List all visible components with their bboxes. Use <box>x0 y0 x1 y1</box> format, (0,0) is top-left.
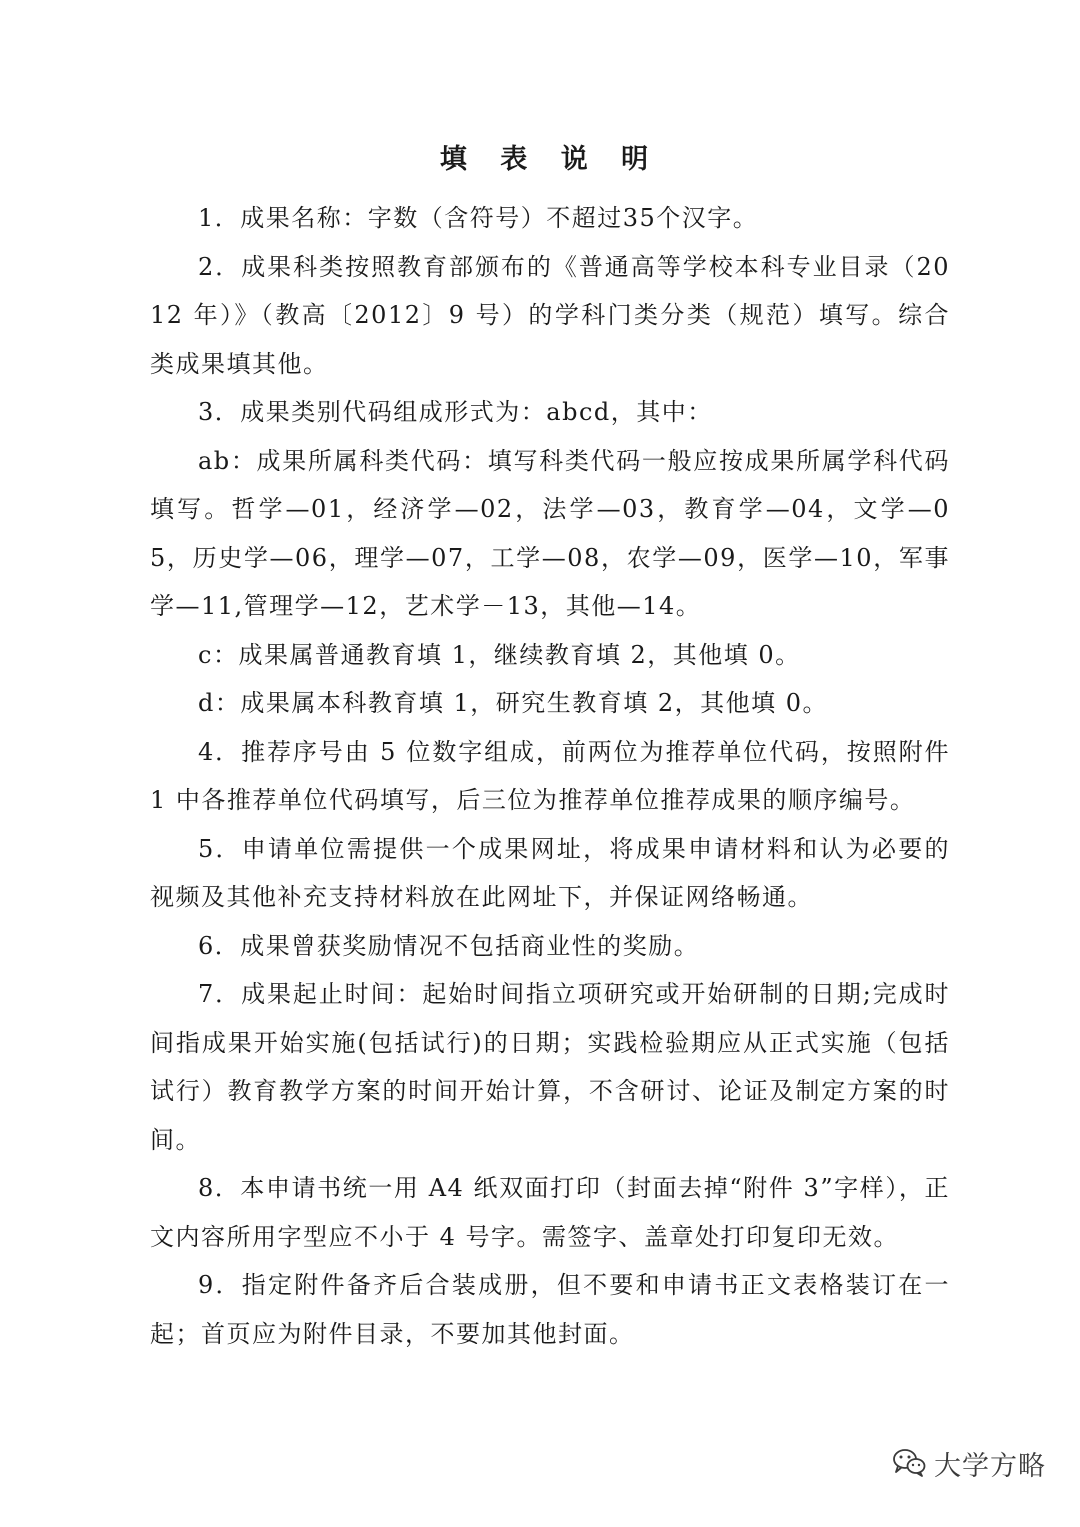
instruction-1: 1．成果名称：字数（含符号）不超过35个汉字。 <box>198 204 759 232</box>
watermark <box>892 1444 1046 1483</box>
watermark-text: 大学方略 <box>934 1451 1046 1482</box>
instruction-3-ab: ab：成果所属科类代码：填写科类代码一般应按成果所属学科代码填写。哲学—01，经济学—02，法学—03，教育学—04，文学—05，历史学—06，理学—07，工学—08，农学—09，医学—10，军事学—11,管理学—12，艺术学－13，其他—14。 <box>150 446 950 620</box>
instruction-3-d: d：成果属本科教育填 1，研究生教育填 2，其他填 0。 <box>198 689 829 717</box>
wechat-icon <box>892 1447 926 1481</box>
instruction-8: 8．本申请书统一用 A4 纸双面打印（封面去掉“附件 3”字样），正文内容所用字型应不小于 4 号字。需签字、盖章处打印复印无效。 <box>150 1174 950 1251</box>
instruction-4: 4．推荐序号由 5 位数字组成，前两位为推荐单位代码，按照附件 1 中各推荐单位代码填写，后三位为推荐单位推荐成果的顺序编号。 <box>150 737 950 814</box>
instruction-9: 9．指定附件备齐后合装成册，但不要和申请书正文表格装订在一起；首页应为附件目录，不要加其他封面。 <box>150 1271 950 1348</box>
instruction-3: 3．成果类别代码组成形式为：abcd，其中： <box>198 398 713 426</box>
instruction-3-c: c：成果属普通教育填 1，继续教育填 2，其他填 0。 <box>198 640 801 669</box>
page-title: 填 表 说 明 <box>439 144 661 175</box>
instruction-5: 5．申请单位需提供一个成果网址，将成果申请材料和认为必要的视频及其他补充支持材料放在此网址下，并保证网络畅通。 <box>150 834 950 911</box>
instruction-2: 2．成果科类按照教育部颁布的《普通高等学校本科专业目录（2012 年）》（教高〔2012〕9 号）的学科门类分类（规范）填写。综合类成果填其他。 <box>150 252 950 378</box>
instruction-7: 7．成果起止时间：起始时间指立项研究或开始研制的日期;完成时间指成果开始实施(包括试行)的日期；实践检验期应从正式实施（包括试行）教育教学方案的时间开始计算，不含研讨、论证及制定方案的时间。 <box>150 980 950 1154</box>
instruction-6: 6．成果曾获奖励情况不包括商业性的奖励。 <box>198 931 700 960</box>
document-page <box>150 140 950 1358</box>
